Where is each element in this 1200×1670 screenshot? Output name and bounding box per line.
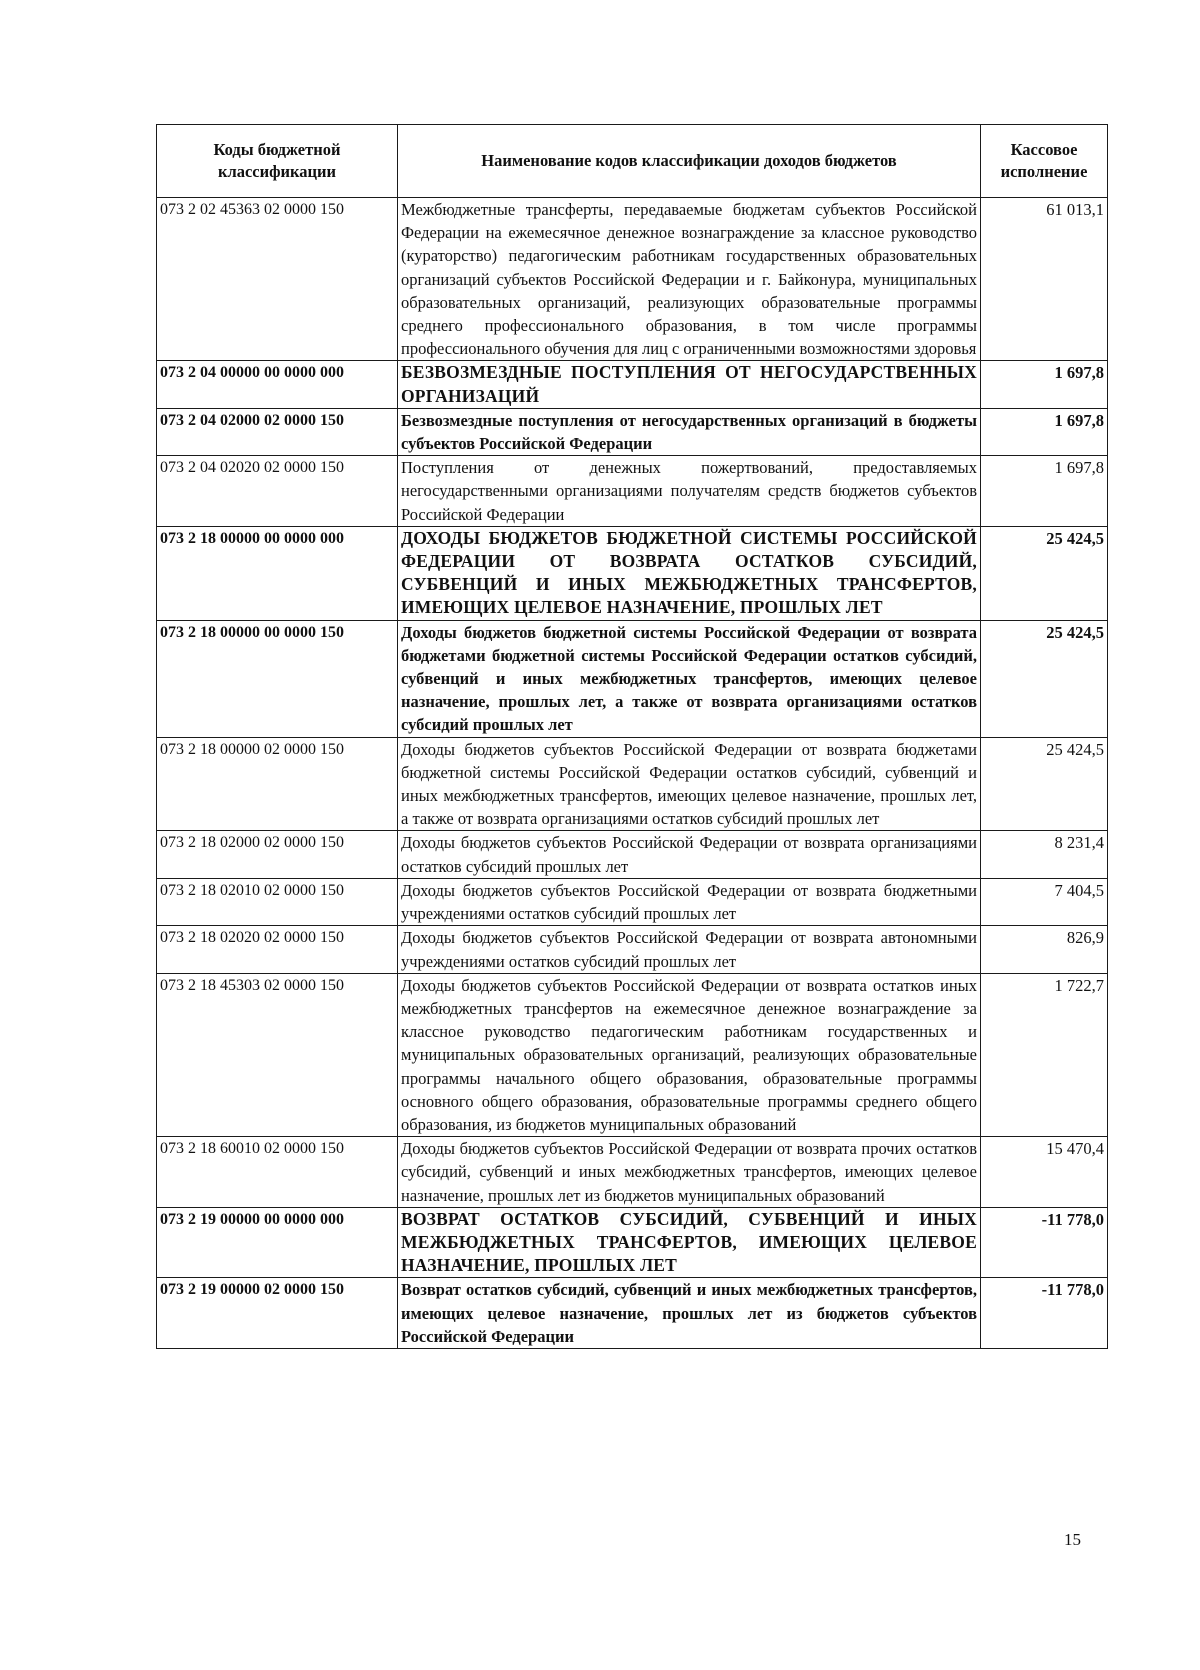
row-amount: 7 404,5 [981,878,1108,925]
row-amount: 25 424,5 [981,620,1108,737]
row-code: 073 2 02 45363 02 0000 150 [157,198,398,361]
row-amount: 25 424,5 [981,737,1108,831]
table-row [157,361,1108,408]
row-code: 073 2 18 02020 02 0000 150 [157,926,398,973]
row-amount: -11 778,0 [981,1207,1108,1278]
row-code: 073 2 18 60010 02 0000 150 [157,1137,398,1208]
row-name: Безвозмездные поступления от негосударственных организаций в бюджеты субъектов Российской Федерации [398,408,981,455]
row-code: 073 2 04 02000 02 0000 150 [157,408,398,455]
row-code: 073 2 18 00000 00 0000 150 [157,620,398,737]
row-amount: 1 697,8 [981,408,1108,455]
row-name: Доходы бюджетов субъектов Российской Федерации от возврата остатков иных межбюджетных трансфертов на ежемесячное денежное вознаграждение за классное руководство педагогическим работникам государственных и муниципальных образовательных организаций, реализующих образовательные программы начального общего образования, образовательные программы основного общего образования, образовательные программы среднего общего образования, из бюджетов муниципальных образований [398,973,981,1136]
row-name: Доходы бюджетов субъектов Российской Федерации от возврата бюджетами бюджетной системы Российской Федерации остатков субсидий, субвенций и иных межбюджетных трансфертов, имеющих целевое назначение, прошлых лет, а также от возврата организациями остатков субсидий прошлых лет [398,737,981,831]
table-header-row [157,125,1108,198]
table-row [157,620,1108,737]
row-amount: 1 722,7 [981,973,1108,1136]
row-code: 073 2 18 02000 02 0000 150 [157,831,398,878]
row-amount: 8 231,4 [981,831,1108,878]
row-name: Доходы бюджетов субъектов Российской Федерации от возврата бюджетными учреждениями остатков субсидий прошлых лет [398,878,981,925]
row-amount: 25 424,5 [981,526,1108,620]
header-code: Коды бюджетной классификации [157,125,398,198]
table-row [157,1137,1108,1208]
row-code: 073 2 18 00000 02 0000 150 [157,737,398,831]
row-name: Доходы бюджетов бюджетной системы Российской Федерации от возврата бюджетами бюджетной системы Российской Федерации остатков субсидий, субвенций и иных межбюджетных трансфертов, имеющих целевое назначение, прошлых лет, а также от возврата организациями остатков субсидий прошлых лет [398,620,981,737]
row-name: Межбюджетные трансферты, передаваемые бюджетам субъектов Российской Федерации на ежемесячное денежное вознаграждение за классное руководство (кураторство) педагогическим работникам государственных образовательных организаций субъектов Российской Федерации и г. Байконура, муниципальных образовательных организаций, реализующих образовательные программы среднего профессионального образования, в том числе программы профессионального обучения для лиц с ограниченными возможностями здоровья [398,198,981,361]
row-code: 073 2 04 02020 02 0000 150 [157,456,398,527]
row-amount: 1 697,8 [981,361,1108,408]
table-row [157,878,1108,925]
table-row [157,408,1108,455]
table-row [157,737,1108,831]
row-name: Доходы бюджетов субъектов Российской Федерации от возврата прочих остатков субсидий, субвенций и иных межбюджетных трансфертов, имеющих целевое назначение, прошлых лет из бюджетов муниципальных образований [398,1137,981,1208]
row-name: Доходы бюджетов субъектов Российской Федерации от возврата автономными учреждениями остатков субсидий прошлых лет [398,926,981,973]
row-name: Возврат остатков субсидий, субвенций и иных межбюджетных трансфертов, имеющих целевое назначение, прошлых лет из бюджетов субъектов Российской Федерации [398,1278,981,1349]
row-code: 073 2 19 00000 00 0000 000 [157,1207,398,1278]
table-row [157,198,1108,361]
row-name: Поступления от денежных пожертвований, предоставляемых негосударственными организациями получателям средств бюджетов субъектов Российской Федерации [398,456,981,527]
table-row [157,456,1108,527]
page-number: 15 [1064,1530,1081,1549]
row-amount: -11 778,0 [981,1278,1108,1349]
row-name: ВОЗВРАТ ОСТАТКОВ СУБСИДИЙ, СУБВЕНЦИЙ И ИНЫХ МЕЖБЮДЖЕТНЫХ ТРАНСФЕРТОВ, ИМЕЮЩИХ ЦЕЛЕВОЕ НАЗНАЧЕНИЕ, ПРОШЛЫХ ЛЕТ [398,1207,981,1278]
row-name: БЕЗВОЗМЕЗДНЫЕ ПОСТУПЛЕНИЯ ОТ НЕГОСУДАРСТВЕННЫХ ОРГАНИЗАЦИЙ [398,361,981,408]
row-name: ДОХОДЫ БЮДЖЕТОВ БЮДЖЕТНОЙ СИСТЕМЫ РОССИЙСКОЙ ФЕДЕРАЦИИ ОТ ВОЗВРАТА ОСТАТКОВ СУБСИДИЙ, СУБВЕНЦИЙ И ИНЫХ МЕЖБЮДЖЕТНЫХ ТРАНСФЕРТОВ, ИМЕЮЩИХ ЦЕЛЕВОЕ НАЗНАЧЕНИЕ, ПРОШЛЫХ ЛЕТ [398,526,981,620]
row-amount: 1 697,8 [981,456,1108,527]
table-row [157,926,1108,973]
row-name: Доходы бюджетов субъектов Российской Федерации от возврата организациями остатков субсидий прошлых лет [398,831,981,878]
row-code: 073 2 19 00000 02 0000 150 [157,1278,398,1349]
table-row [157,1278,1108,1349]
budget-classification-table [156,124,1108,1349]
table-row [157,831,1108,878]
table-row [157,973,1108,1136]
table-row [157,526,1108,620]
header-name: Наименование кодов классификации доходов бюджетов [398,125,981,198]
row-amount: 826,9 [981,926,1108,973]
row-code: 073 2 04 00000 00 0000 000 [157,361,398,408]
row-code: 073 2 18 45303 02 0000 150 [157,973,398,1136]
table-row [157,1207,1108,1278]
row-amount: 15 470,4 [981,1137,1108,1208]
row-amount: 61 013,1 [981,198,1108,361]
row-code: 073 2 18 00000 00 0000 000 [157,526,398,620]
row-code: 073 2 18 02010 02 0000 150 [157,878,398,925]
header-amount: Кассовое исполнение [981,125,1108,198]
